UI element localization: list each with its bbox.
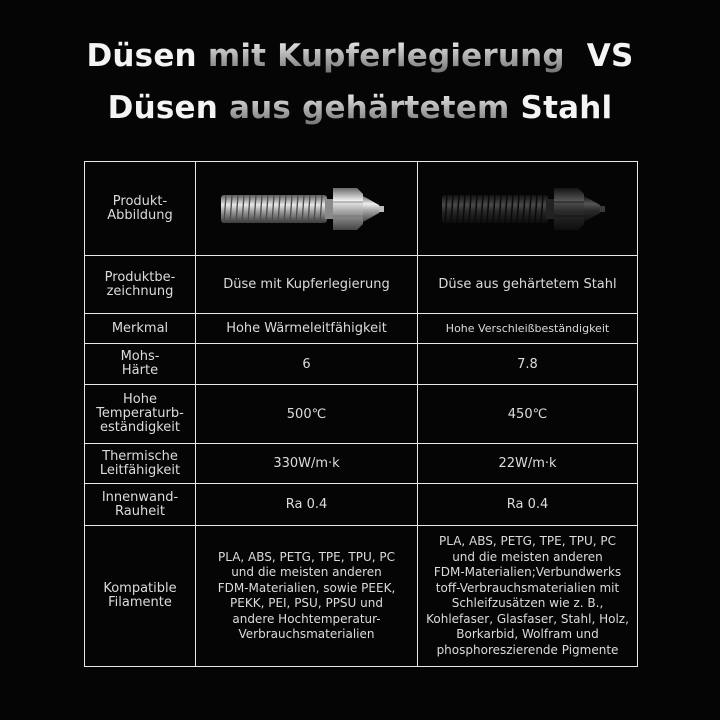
title-word: VS xyxy=(564,38,634,74)
table-row xyxy=(85,256,638,314)
table-row xyxy=(85,385,638,444)
row-label: Kompatible Filamente xyxy=(85,526,196,667)
comparison-table xyxy=(84,161,638,667)
row-label: Thermische Leitfähigkeit xyxy=(85,444,196,484)
row-label: Produkt- Abbildung xyxy=(85,162,196,256)
copper-filaments-cell: PLA, ABS, PETG, TPE, TPU, PC und die meisten anderen FDM-Materialien, sowie PEEK, PEKK, PEI, PSU, PPSU und andere Hochtemperatur- Verbrauchsmaterialien xyxy=(196,526,418,667)
steel-filaments-cell: PLA, ABS, PETG, TPE, TPU, PC und die meisten anderen FDM-Materialien;Verbundwerks toff-Verbrauchsmaterialien mit Schleifzusätzen wie z. B., Kohlefaser, Glasfaser, Stahl, Holz, Borkarbid, Wolfram und phosphoreszierende Pigmente xyxy=(418,526,638,667)
steel-cell: 450℃ xyxy=(418,385,638,444)
steel-cell: 7.8 xyxy=(418,344,638,385)
row-label: Produktbe- zeichnung xyxy=(85,256,196,314)
row-label: Innenwand- Rauheit xyxy=(85,484,196,526)
title-line-1 xyxy=(0,38,720,74)
steel-cell: 22W/m·k xyxy=(418,444,638,484)
title-word: Düsen xyxy=(86,38,208,74)
row-label: Mohs- Härte xyxy=(85,344,196,385)
copper-cell: 500℃ xyxy=(196,385,418,444)
title-word-highlight: aus xyxy=(229,90,292,126)
copper-cell: Hohe Wärmeleitfähigkeit xyxy=(196,314,418,344)
row-label: Merkmal xyxy=(85,314,196,344)
table-row xyxy=(85,444,638,484)
copper-cell: 330W/m·k xyxy=(196,444,418,484)
table-row xyxy=(85,484,638,526)
hardened-steel-nozzle-image xyxy=(438,174,618,244)
table-row xyxy=(85,526,638,667)
copper-image-cell xyxy=(196,162,418,256)
title-word xyxy=(291,90,302,126)
steel-cell: Ra 0.4 xyxy=(418,484,638,526)
table-row xyxy=(85,344,638,385)
copper-cell: 6 xyxy=(196,344,418,385)
title-word: Stahl xyxy=(509,90,613,126)
title-word-highlight: Kupferlegierung xyxy=(266,38,565,74)
copper-cell: Düse mit Kupferlegierung xyxy=(196,256,418,314)
table-row xyxy=(85,162,638,256)
steel-image-cell xyxy=(418,162,638,256)
steel-cell: Düse aus gehärtetem Stahl xyxy=(418,256,638,314)
title-word-highlight: gehärtetem xyxy=(302,90,510,126)
title-line-2 xyxy=(0,90,720,126)
steel-cell: Hohe Verschleißbeständigkeit xyxy=(418,314,638,344)
table-row xyxy=(85,314,638,344)
title-word: Düsen xyxy=(107,90,230,126)
copper-nozzle-image xyxy=(217,174,397,244)
row-label: Hohe Temperaturb- eständigkeit xyxy=(85,385,196,444)
copper-cell: Ra 0.4 xyxy=(196,484,418,526)
title-word-highlight: mit xyxy=(207,38,267,74)
